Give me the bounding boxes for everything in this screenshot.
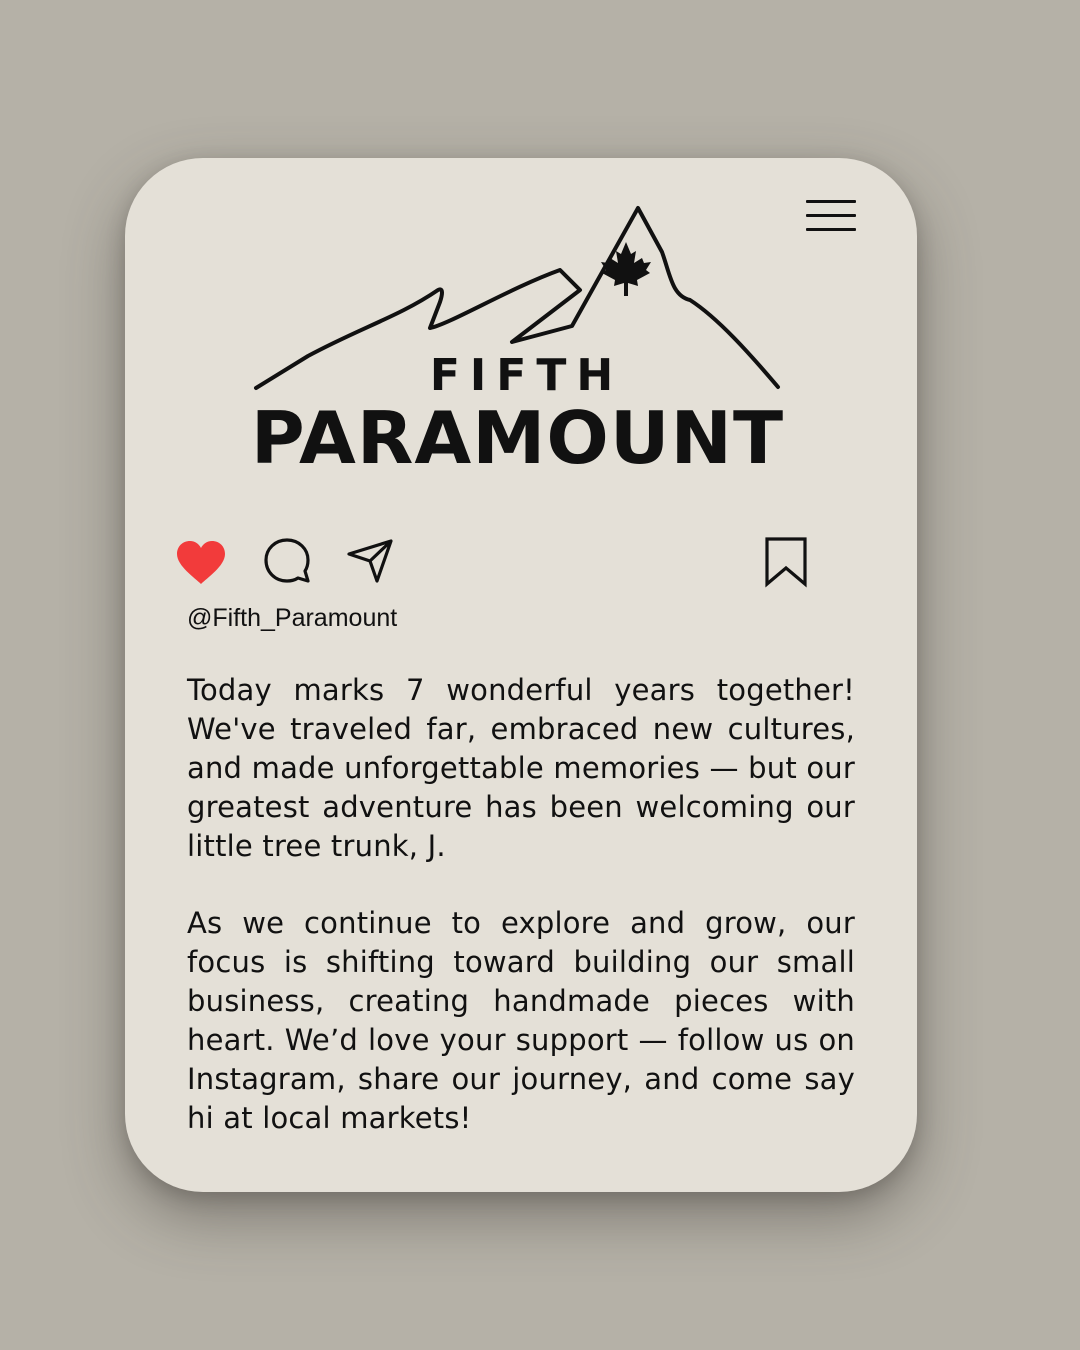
paper-plane-icon[interactable]	[345, 536, 397, 591]
post-caption	[187, 671, 855, 1138]
caption-paragraph: As we continue to explore and grow, our focus is shifting toward building our small business, creating handmade pieces with heart. We’d love your support — follow us on Instagram, share our journey, and come say hi at local markets!	[187, 906, 855, 1135]
post-card	[125, 158, 917, 1192]
logo-text-paramount: PARAMOUNT	[250, 396, 785, 480]
speech-bubble-icon[interactable]	[261, 536, 313, 591]
caption-paragraph: Today marks 7 wonderful years together! We've traveled far, embraced new cultures, and made unforgettable memories — but our greatest adventure has been welcoming our little tree trunk, J.	[187, 673, 855, 863]
bookmark-icon[interactable]	[763, 536, 809, 593]
hamburger-menu-icon[interactable]	[806, 200, 856, 232]
brand-logo	[250, 204, 785, 479]
post-actions	[173, 536, 813, 588]
logo-text-fifth: FIFTH	[429, 350, 624, 401]
heart-icon[interactable]	[173, 538, 229, 593]
post-username[interactable]: @Fifth_Paramount	[187, 604, 398, 632]
maple-leaf-icon	[601, 242, 651, 296]
